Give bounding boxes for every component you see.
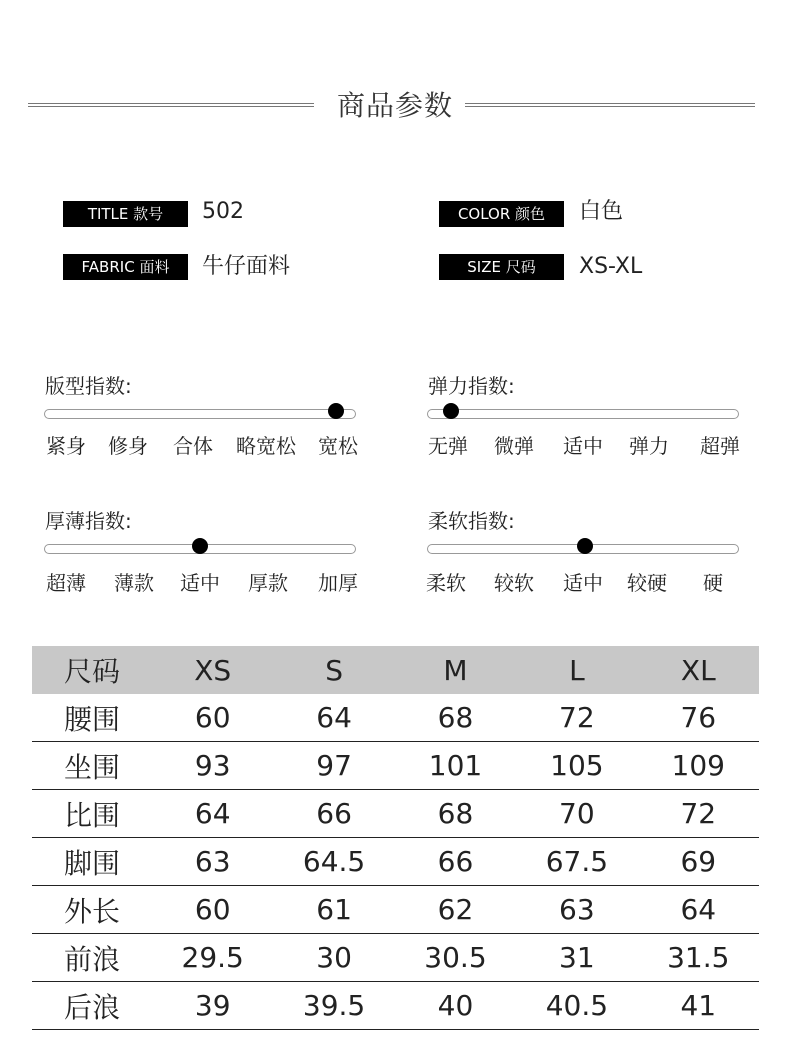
table-cell: 62 bbox=[395, 886, 516, 934]
table-cell: 68 bbox=[395, 694, 516, 742]
fit-index-track bbox=[44, 409, 356, 419]
size-table bbox=[32, 646, 759, 1030]
fit-level-4: 略宽松 bbox=[236, 434, 296, 458]
table-cell: 64.5 bbox=[273, 838, 394, 886]
table-cell: 31.5 bbox=[638, 934, 759, 982]
thickness-index-title: 厚薄指数: bbox=[45, 509, 132, 533]
row-label: 坐围 bbox=[32, 742, 152, 790]
color-value: 白色 bbox=[579, 199, 624, 224]
softness-index-marker bbox=[577, 538, 593, 554]
table-row bbox=[32, 934, 759, 982]
fabric-badge: FABRIC 面料 bbox=[63, 254, 188, 280]
table-cell: 64 bbox=[152, 790, 273, 838]
fit-index-title: 版型指数: bbox=[45, 374, 132, 398]
section-title-text: 商品参数 bbox=[325, 89, 465, 122]
table-cell: 72 bbox=[638, 790, 759, 838]
table-cell: 76 bbox=[638, 694, 759, 742]
fit-level-1: 紧身 bbox=[46, 434, 86, 458]
table-cell: 66 bbox=[273, 790, 394, 838]
table-cell: 93 bbox=[152, 742, 273, 790]
table-cell: 63 bbox=[152, 838, 273, 886]
table-cell: 67.5 bbox=[516, 838, 637, 886]
table-cell: 69 bbox=[638, 838, 759, 886]
color-badge: COLOR 颜色 bbox=[439, 201, 564, 227]
row-label: 前浪 bbox=[32, 934, 152, 982]
size-badge: SIZE 尺码 bbox=[439, 254, 564, 280]
table-cell: 60 bbox=[152, 886, 273, 934]
elastic-level-4: 弹力 bbox=[629, 434, 669, 458]
thickness-level-5: 加厚 bbox=[318, 571, 358, 595]
table-cell: 72 bbox=[516, 694, 637, 742]
table-cell: 68 bbox=[395, 790, 516, 838]
table-cell: 30 bbox=[273, 934, 394, 982]
section-title bbox=[0, 84, 790, 124]
thickness-level-1: 超薄 bbox=[46, 571, 86, 595]
header-cell: L bbox=[516, 646, 637, 694]
elastic-level-2: 微弹 bbox=[494, 434, 534, 458]
softness-level-5: 硬 bbox=[703, 571, 723, 595]
thickness-level-2: 薄款 bbox=[114, 571, 154, 595]
header-cell: XL bbox=[638, 646, 759, 694]
table-cell: 63 bbox=[516, 886, 637, 934]
row-label: 比围 bbox=[32, 790, 152, 838]
table-cell: 66 bbox=[395, 838, 516, 886]
table-cell: 39.5 bbox=[273, 982, 394, 1030]
table-cell: 30.5 bbox=[395, 934, 516, 982]
title-badge: TITLE 款号 bbox=[63, 201, 188, 227]
table-cell: 40.5 bbox=[516, 982, 637, 1030]
softness-level-4: 较硬 bbox=[627, 571, 667, 595]
table-row bbox=[32, 982, 759, 1030]
thickness-level-3: 适中 bbox=[180, 571, 220, 595]
fit-level-3: 合体 bbox=[173, 434, 213, 458]
elastic-index-title: 弹力指数: bbox=[428, 374, 515, 398]
table-cell: 97 bbox=[273, 742, 394, 790]
size-table-header bbox=[32, 646, 759, 694]
row-label: 外长 bbox=[32, 886, 152, 934]
header-cell: XS bbox=[152, 646, 273, 694]
table-cell: 70 bbox=[516, 790, 637, 838]
softness-level-2: 较软 bbox=[494, 571, 534, 595]
table-row bbox=[32, 790, 759, 838]
header-cell: M bbox=[395, 646, 516, 694]
table-cell: 64 bbox=[638, 886, 759, 934]
table-cell: 40 bbox=[395, 982, 516, 1030]
table-cell: 31 bbox=[516, 934, 637, 982]
table-cell: 61 bbox=[273, 886, 394, 934]
elastic-index-track bbox=[427, 409, 739, 419]
table-cell: 41 bbox=[638, 982, 759, 1030]
size-value: XS-XL bbox=[579, 254, 643, 279]
thickness-index-marker bbox=[192, 538, 208, 554]
title-value: 502 bbox=[202, 199, 244, 224]
table-cell: 109 bbox=[638, 742, 759, 790]
softness-level-1: 柔软 bbox=[426, 571, 466, 595]
fit-level-5: 宽松 bbox=[318, 434, 358, 458]
elastic-level-5: 超弹 bbox=[700, 434, 740, 458]
row-label: 腰围 bbox=[32, 694, 152, 742]
header-cell: 尺码 bbox=[32, 646, 152, 694]
table-cell: 64 bbox=[273, 694, 394, 742]
table-cell: 105 bbox=[516, 742, 637, 790]
softness-level-3: 适中 bbox=[563, 571, 603, 595]
table-row bbox=[32, 694, 759, 742]
fit-index-marker bbox=[328, 403, 344, 419]
table-row bbox=[32, 838, 759, 886]
elastic-level-1: 无弹 bbox=[428, 434, 468, 458]
header-cell: S bbox=[273, 646, 394, 694]
fit-level-2: 修身 bbox=[108, 434, 148, 458]
table-cell: 29.5 bbox=[152, 934, 273, 982]
table-cell: 39 bbox=[152, 982, 273, 1030]
table-row bbox=[32, 742, 759, 790]
table-cell: 60 bbox=[152, 694, 273, 742]
elastic-level-3: 适中 bbox=[563, 434, 603, 458]
table-row bbox=[32, 886, 759, 934]
softness-index-title: 柔软指数: bbox=[428, 509, 515, 533]
table-cell: 101 bbox=[395, 742, 516, 790]
row-label: 脚围 bbox=[32, 838, 152, 886]
row-label: 后浪 bbox=[32, 982, 152, 1030]
thickness-level-4: 厚款 bbox=[248, 571, 288, 595]
elastic-index-marker bbox=[443, 403, 459, 419]
fabric-value: 牛仔面料 bbox=[202, 254, 291, 279]
